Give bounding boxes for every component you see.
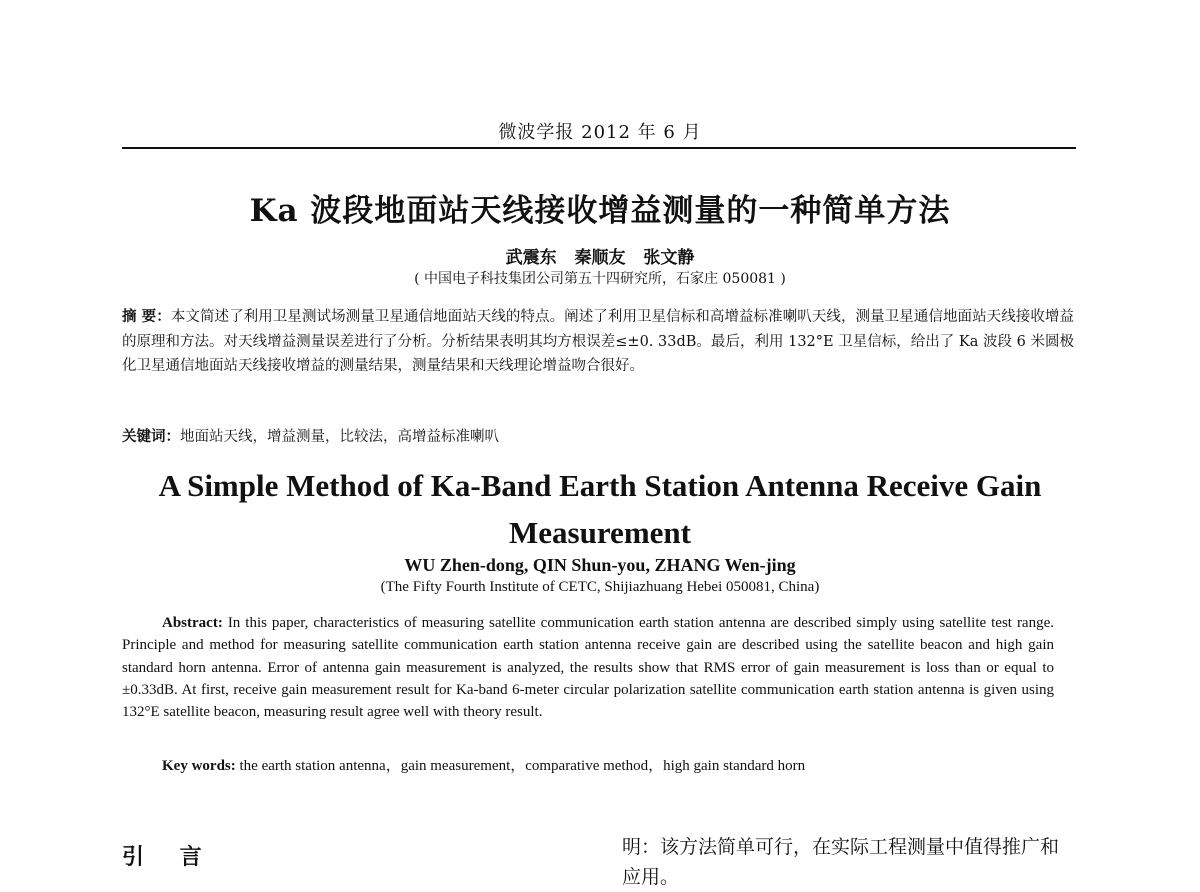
english-affiliation: (The Fifty Fourth Institute of CETC, Shijiazhuang Hebei 050081, China) (380, 579, 820, 595)
chinese-title: Ka 波段地面站天线接收增益测量的一种简单方法 (249, 193, 951, 229)
english-abstract-text: In this paper, characteristics of measuring satellite communication earth station antenna are described simply using satellite test range. Principle and method for measuring satellite communication earth station antenna receive gain are described using the satellite beacon and high gain standard horn antenna. Error of antenna gain measurement is analyzed, the results show that RMS error of gain measurement is loss than or equal to ±0.33dB. At first, receive gain measurement result for Ka-band 6-meter circular polarization satellite communication earth station antenna is given using 132°E satellite beacon, measuring result agree well with theory result. (122, 615, 1054, 721)
chinese-abstract-text: 本文简述了利用卫星测试场测量卫星通信地面站天线的特点。阐述了利用卫星信标和高增益标准喇叭天线，测量卫星通信地面站天线接收增益的原理和方法。对天线增益测量误差进行了分析。分析结果表明其均方根误差≤±0. 33dB。最后，利用 132°E 卫星信标，给出了 Ka 波段 6 米圆极化卫星通信地面站天线接收增益的测量结果，测量结果和天线理论增益吻合很好。 (122, 309, 1074, 374)
chinese-affiliation: ( 中国电子科技集团公司第五十四研究所，石家庄 050081 ) (414, 271, 786, 287)
english-keywords-text: the earth station antenna，gain measurement，comparative method，high gain standard horn (239, 758, 806, 774)
english-keywords-label: Key words: (162, 758, 236, 774)
chinese-keywords-label: 关键词： (122, 428, 180, 445)
english-authors: WU Zhen-dong, QIN Shun-you, ZHANG Wen-jing (404, 555, 796, 575)
chinese-keywords-text: 地面站天线，增益测量，比较法，高增益标准喇叭 (180, 429, 499, 445)
chinese-authors: 武震东 秦顺友 张文静 (505, 248, 695, 268)
chinese-keywords (122, 426, 1074, 448)
chinese-abstract (122, 305, 1074, 379)
running-header: 微波学报 2012 年 6 月 (498, 122, 702, 143)
english-abstract (122, 612, 1054, 723)
chinese-abstract-label: 摘 要： (122, 308, 171, 325)
english-keywords (162, 754, 1062, 775)
english-title: A Simple Method of Ka-Band Earth Station Antenna Receive Gain Measurement (158, 468, 1042, 550)
section-heading: 引 言 (122, 844, 216, 870)
right-column-text: 明：该方法简单可行，在实际工程测量中值得推广和应用。 (622, 836, 1060, 888)
english-abstract-label: Abstract: (162, 615, 223, 631)
header-rule (122, 147, 1076, 149)
